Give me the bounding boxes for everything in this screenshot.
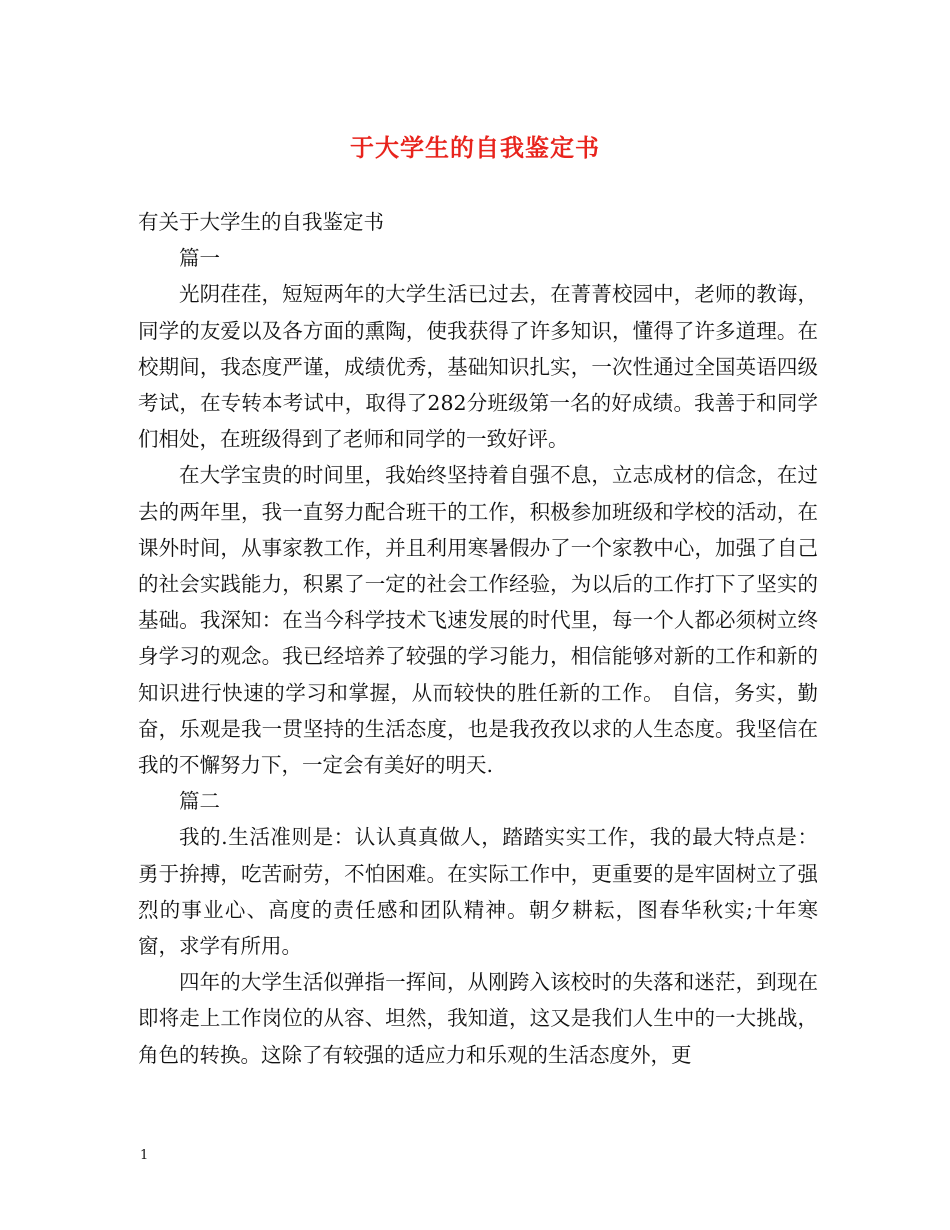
document-title: 于大学生的自我鉴定书 [350, 133, 600, 162]
document-body [138, 204, 818, 1073]
document-subtitle: 有关于大学生的自我鉴定书 [138, 210, 384, 234]
paragraph: 在大学宝贵的时间里，我始终坚持着自强不息，立志成材的信念，在过去的两年里，我一直努力配合班干的工作，积极参加班级和学校的活动，在课外时间，从事家教工作，并且利用寒暑假办了一个家教中心，加强了自己的社会实践能力，积累了一定的社会工作经验，为以后的工作打下了坚实的基础。我深知：在当今科学技术飞速发展的时代里，每一个人都必须树立终身学习的观念。我已经培养了较强的学习能力，相信能够对新的工作和新的知识进行快速的学习和掌握，从而较快的胜任新的工作。 自信，务实，勤奋，乐观是我一贯坚持的生活态度，也是我孜孜以求的人生态度。我坚信在我的不懈努力下，一定会有美好的明天. [138, 463, 818, 778]
paragraph: 光阴荏荏，短短两年的大学生活已过去，在菁菁校园中，老师的教诲，同学的友爱以及各方面的熏陶，使我获得了许多知识，懂得了许多道理。在校期间，我态度严谨，成绩优秀，基础知识扎实，一次性通过全国英语四级考试，在专转本考试中，取得了282分班级第一名的好成绩。我善于和同学们相处，在班级得到了老师和同学的一致好评。 [138, 282, 818, 452]
section-heading-2: 篇二 [179, 789, 220, 814]
page-number: 1 [140, 1148, 149, 1163]
section-heading-1: 篇一 [179, 246, 220, 271]
paragraph: 四年的大学生活似弹指一挥间，从刚跨入该校时的失落和迷茫，到现在即将走上工作岗位的从容、坦然，我知道，这又是我们人生中的一大挑战，角色的转换。这除了有较强的适应力和乐观的生活态度外，更 [138, 970, 818, 1067]
paragraph: 我的.生活准则是：认认真真做人，踏踏实实工作，我的最大特点是：勇于拚搏，吃苦耐劳，不怕困难。在实际工作中，更重要的是牢固树立了强烈的事业心、高度的责任感和团队精神。朝夕耕耘，图春华秋实;十年寒窗，求学有所用。 [138, 825, 818, 959]
